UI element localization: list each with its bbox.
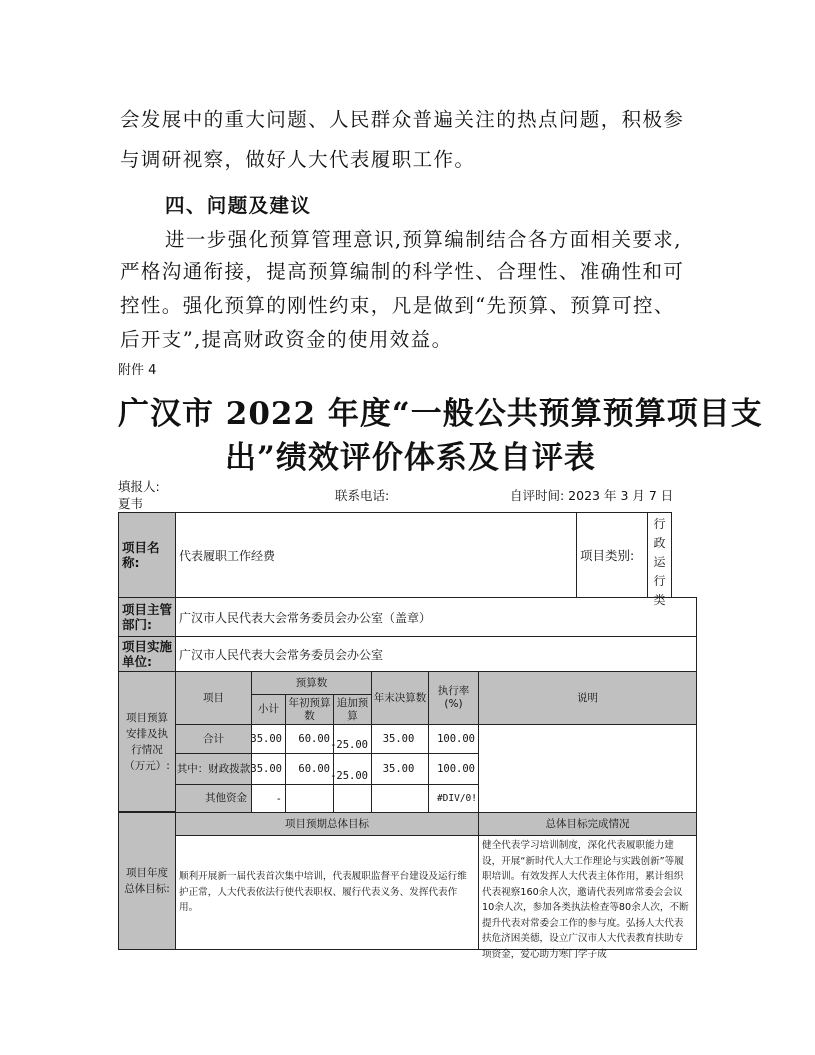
filler-name: 夏韦 — [118, 496, 144, 511]
paragraph-line-1: 会发展中的重大问题、人民群众普遍关注的热点问题，积极参 — [120, 108, 685, 131]
budget-row-other-item: 其他资金 — [175, 784, 252, 813]
budget-header-rate: 执行率(%) — [428, 671, 479, 725]
budget-row-fiscal-rate: 100.00 — [428, 753, 479, 785]
budget-row-other-final — [371, 784, 429, 813]
goal-header-done: 总体目标完成情况 — [478, 812, 697, 836]
budget-row-fiscal-final: 35.00 — [371, 753, 429, 785]
impl-value: 广汉市人民代表大会常务委员会办公室 — [175, 636, 697, 672]
goal-expected-text: 顺利开展新一届代表首次集中培训，代表履职监督平台建设及运行维护正常，人大代表依法行使代表职权、履行代表义务、发挥代表作用。 — [175, 835, 479, 950]
paragraph-line-2: 与调研视察，做好人大代表履职工作。 — [120, 148, 476, 171]
budget-row-fiscal-initial: 60.00 — [285, 753, 334, 785]
suggestion-line-1: 进一步强化预算管理意识,预算编制结合各方面相关要求, — [165, 228, 682, 251]
budget-row-other-subtotal: - — [251, 784, 286, 813]
evaluation-time: 自评时间: 2023 年 3 月 7 日 — [510, 488, 674, 503]
budget-row-total-rate: 100.00 — [428, 724, 479, 754]
budget-row-total-item: 合计 — [175, 724, 252, 754]
budget-row-other-initial — [285, 784, 334, 813]
goal-header-expected: 项目预期总体目标 — [175, 812, 479, 836]
section-heading: 四、问题及建议 — [165, 194, 312, 217]
attachment-label: 附件 4 — [118, 363, 157, 378]
dept-label: 项目主管部门: — [118, 597, 176, 637]
project-type-value: 行政运行类 — [647, 512, 672, 598]
budget-row-fiscal-item: 其中：财政拨款 — [175, 753, 252, 785]
budget-header-item: 项目 — [175, 671, 252, 725]
budget-row-total-added: -25.00 — [333, 724, 372, 754]
goal-done-text: 健全代表学习培训制度，深化代表履职能力建设，开展“新时代人大工作理论与实践创新”等履职培训。有效发挥人大代表主体作用，累计组织代表视察160余人次，邀请代表列席常委会会议10余人次，参加各类执法检查等80余人次，不断提升代表对常委会工作的参与度。弘扬人大代表扶危济困美德，设立广汉市人大代表教育扶助专项资金，爱心助力寒门学子成 — [478, 835, 697, 950]
budget-header-budget: 预算数 — [251, 671, 372, 695]
budget-note-cell — [478, 724, 697, 813]
budget-row-total-initial: 60.00 — [285, 724, 334, 754]
dept-value: 广汉市人民代表大会常务委员会办公室（盖章） — [175, 597, 697, 637]
budget-row-fiscal-added: -25.00 — [333, 753, 372, 785]
budget-row-total-final: 35.00 — [371, 724, 429, 754]
filler-label: 填报人: — [118, 479, 160, 494]
annual-goal-label: 项目年度总体目标: — [118, 812, 176, 950]
project-type-label: 项目类别: — [576, 512, 648, 598]
budget-header-final: 年末决算数 — [371, 671, 429, 725]
budget-header-initial: 年初预算数 — [285, 694, 334, 725]
document-title-line-2: 出”绩效评价体系及自评表 — [225, 440, 596, 476]
budget-header-subtotal: 小计 — [251, 694, 286, 725]
budget-section-label: 项目预算安排及执行情况（万元）: — [118, 671, 176, 812]
budget-row-total-subtotal: 35.00 — [251, 724, 286, 754]
project-name-value: 代表履职工作经费 — [175, 512, 577, 598]
budget-header-note: 说明 — [478, 671, 697, 725]
suggestion-line-3: 控性。强化预算的刚性约束，凡是做到“先预算、预算可控、 — [120, 294, 675, 317]
budget-row-other-rate: #DIV/0! — [428, 784, 479, 813]
impl-label: 项目实施单位: — [118, 636, 176, 672]
budget-row-other-added — [333, 784, 372, 813]
budget-header-added: 追加预算 — [333, 694, 372, 725]
document-title-line-1: 广汉市 2022 年度“一般公共预算预算项目支 — [118, 396, 763, 432]
suggestion-line-2: 严格沟通衔接，提高预算编制的科学性、合理性、准确性和可 — [120, 260, 685, 283]
budget-row-fiscal-subtotal: 35.00 — [251, 753, 286, 785]
phone-label: 联系电话: — [335, 488, 390, 503]
project-name-label: 项目名称: — [118, 512, 176, 598]
suggestion-line-4: 后开支”,提高财政资金的使用效益。 — [120, 328, 453, 351]
